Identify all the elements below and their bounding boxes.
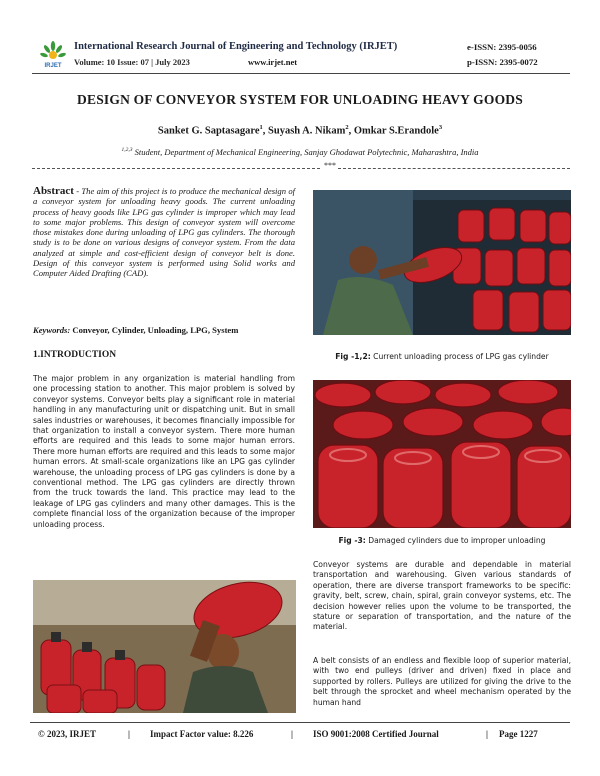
footer-copyright: © 2023, IRJET	[38, 729, 96, 739]
paper-title: DESIGN OF CONVEYOR SYSTEM FOR UNLOADING HEAVY GOODS	[77, 92, 523, 107]
footer-page-number: Page 1227	[499, 729, 538, 739]
intro-heading: 1.INTRODUCTION	[33, 350, 117, 360]
intro-paragraph-1: The major problem in any organization is material handling from one processing station to another. This major problem is solved by conveyor systems. Conveyor belts play a significant role in material handling in any manufacturing unit or dispatching unit. But in small sales industries or warehouses, it becomes financially impossible for that organization to install a conveyor system. There more human efforts are required and this leads to some major human errors. There more human efforts are required and this leads to some major human errors. At small-scale organizations like an LPG gas cylinder warehouse, the unloading process of LPG gas cylinders is done by a conventional method. The LPG gas cylinders are directly thrown from the truck towards the land. This practice may lead to the leakage of LPG gas cylinders and many other damages. This is the complete financial loss of the organization because of the improper unloading process.	[33, 374, 295, 529]
truck-unloading-photo	[313, 190, 571, 335]
keywords-label: Keywords:	[33, 325, 71, 335]
footer-divider: |	[291, 729, 293, 739]
author-3: Omkar S.Erandole	[353, 125, 439, 137]
figure-1-2-label: Fig -1,2:	[335, 352, 371, 361]
logo-text: IRJET	[44, 63, 62, 69]
author-1: Sanket G. Saptasagare	[157, 125, 260, 137]
footer-divider: |	[486, 729, 488, 739]
intro-paragraph-2: Conveyor systems are durable and dependable in material transportation and warehousing. Given various standards of operation, there are diverse transport frameworks to be specific: gravity, belt, screw, chain, spiral, grain conveyor systems, etc. The decision however relies upon the volume to be transported, the stature or separation of transportation, and the nature of the material.	[313, 560, 571, 632]
separator-stars: ***	[324, 161, 336, 170]
figure-1-2-caption	[313, 352, 571, 361]
author-1-sup: 1	[259, 124, 263, 131]
author-2: Suyash A. Nikam	[268, 125, 346, 137]
separator-line-left	[32, 168, 320, 169]
volume-issue: Volume: 10 Issue: 07 | July 2023	[74, 57, 190, 67]
e-issn: e-ISSN: 2395-0056	[467, 42, 537, 52]
footer-rule	[30, 722, 570, 723]
abstract	[33, 186, 295, 279]
affiliation-sup: 1,2,3	[121, 147, 133, 154]
abstract-text: - The aim of this project is to produce the mechanical design of a conveyor system for unloading heavy goods. The current unloading process of heavy goods like LPG gas cylinder is improper which may lead to some major problems. This design of conveyor system will overcome those mistakes done during unloading of LPG gas cylinders. The thorough study is to be done on various designs of conveyor system. From the data analyzed at simple and cost-efficient design of conveyor belt is done. Design of this conveyor system is performed using Solid works and Computer Aided Drafting (CAD).	[33, 186, 295, 279]
author-sep: ,	[348, 125, 352, 137]
figure-1-2-text: Current unloading process of LPG gas cylinder	[370, 352, 549, 361]
author-list	[30, 124, 570, 137]
author-2-sup: 2	[345, 124, 349, 131]
intro-paragraph-3: A belt consists of an endless and flexible loop of superior material, with two end pulleys (driver and driven) fixed in place and supported by rollers. Pulleys are utilized for giving the drive to the belt through the sprocket and wheel mechanism operated by the human hand	[313, 656, 571, 707]
damaged-cylinders-photo	[313, 380, 571, 528]
figure-3-text: Damaged cylinders due to improper unloading	[365, 536, 546, 545]
header-rule	[32, 73, 570, 74]
figure-3-caption	[313, 536, 571, 545]
footer-divider: |	[128, 729, 130, 739]
affiliation	[30, 147, 570, 157]
journal-logo	[40, 40, 66, 72]
p-issn: p-ISSN: 2395-0072	[467, 57, 538, 67]
separator-line-right	[338, 168, 570, 169]
author-sep: ,	[262, 125, 266, 137]
section-separator	[32, 163, 570, 173]
journal-name: International Research Journal of Engineering and Technology (IRJET)	[74, 41, 398, 52]
keywords	[33, 325, 295, 335]
footer-impact-factor: Impact Factor value: 8.226	[150, 729, 254, 739]
keywords-value: Conveyor, Cylinder, Unloading, LPG, System	[70, 325, 239, 335]
affiliation-text: Student, Department of Mechanical Engineering, Sanjay Ghodawat Polytechnic, Maharashtra, India	[132, 147, 479, 157]
journal-website-link[interactable]: www.irjet.net	[248, 57, 298, 67]
author-3-sup: 3	[438, 124, 443, 131]
footer-iso: ISO 9001:2008 Certified Journal	[313, 729, 439, 739]
worker-cylinder-photo	[33, 580, 296, 713]
figure-3-label: Fig -3:	[338, 536, 366, 545]
abstract-lead: Abstract	[33, 185, 74, 197]
